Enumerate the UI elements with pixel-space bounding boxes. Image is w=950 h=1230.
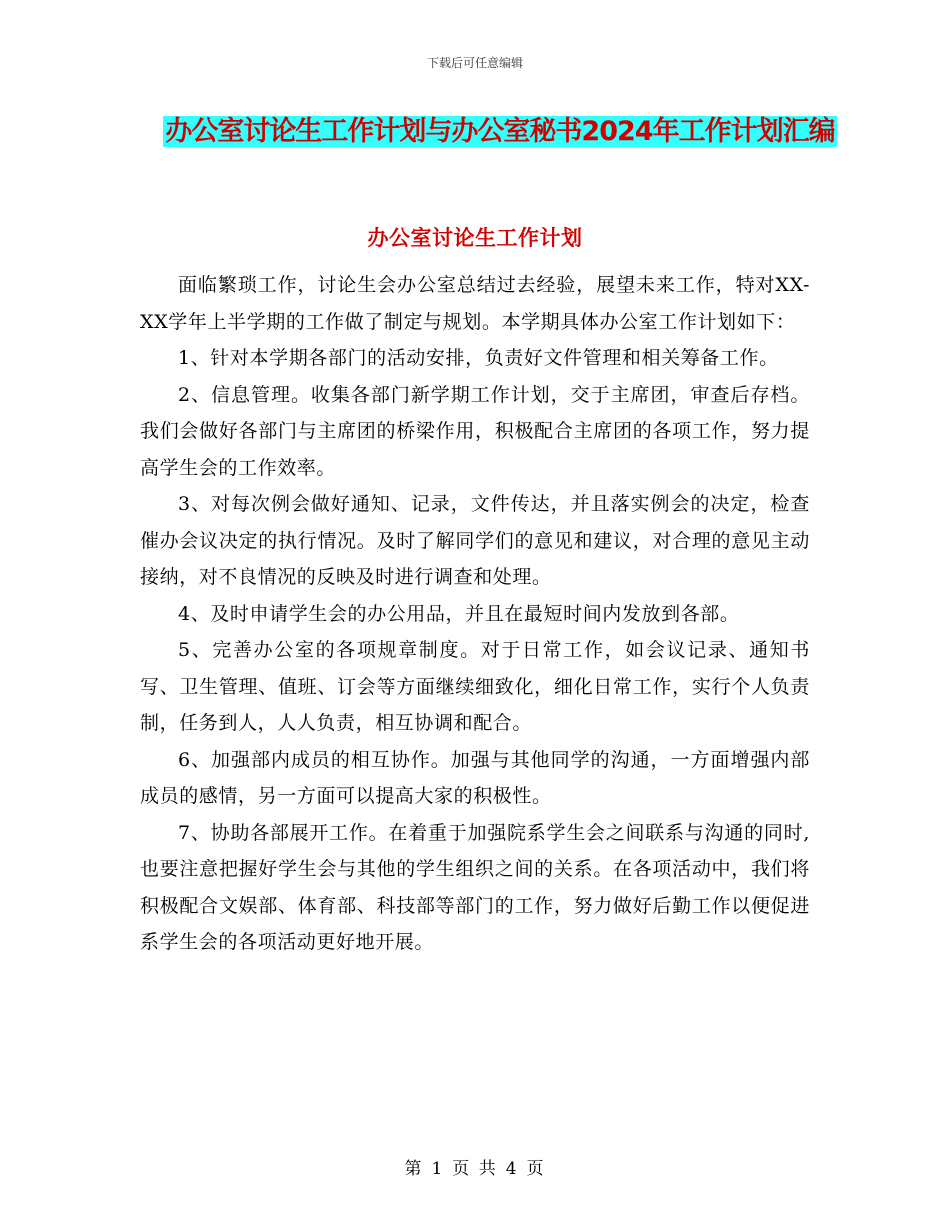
paragraph-item-4: 4、及时申请学生会的办公用品，并且在最短时间内发放到各部。 [178, 602, 740, 625]
paragraph-item-5: 5、完善办公室的各项规章制度。对于日常工作，如会议记录、通知书写、卫生管理、值班、订会等方面继续细致化，细化日常工作，实行个人负责制，任务到人，人人负责，相互协调和配合。 [140, 639, 810, 734]
footer-total-pages: 4 [505, 1159, 519, 1179]
paragraph-item-2: 2、信息管理。收集各部门新学期工作计划，交于主席团，审查后存档。我们会做好各部门与主席团的桥梁作用，积极配合主席团的各项工作，努力提高学生会的工作效率。 [140, 383, 810, 479]
body-text [140, 267, 810, 961]
footer-page-number: 1 [431, 1159, 445, 1179]
section-title: 办公室讨论生工作计划 [367, 226, 583, 250]
footer-middle: 页 共 [452, 1159, 498, 1179]
footer-suffix: 页 [526, 1159, 546, 1179]
document-title [130, 110, 870, 154]
footer-prefix: 第 [404, 1159, 424, 1179]
paragraph-item-3: 3、对每次例会做好通知、记录，文件传达，并且落实例会的决定，检查催办会议决定的执行情况。及时了解同学们的意见和建议，对合理的意见主动接纳，对不良情况的反映及时进行调查和处理。 [140, 493, 810, 588]
paragraph-intro: 面临繁琐工作，讨论生会办公室总结过去经验，展望未来工作，特对XX-XX学年上半学期的工作做了制定与规划。本学期具体办公室工作计划如下： [140, 274, 810, 333]
header-note: 下载后可任意编辑 [426, 56, 523, 70]
page-footer [0, 1154, 950, 1179]
paragraph-item-1: 1、针对本学期各部门的活动安排，负责好文件管理和相关筹备工作。 [178, 347, 779, 369]
paragraph-item-6: 6、加强部内成员的相互协作。加强与其他同学的沟通，一方面增强内部成员的感情，另一方面可以提高大家的积极性。 [140, 748, 810, 807]
document-title-text: 办公室讨论生工作计划与办公室秘书2024年工作计划汇编 [165, 116, 835, 147]
paragraph-item-7: 7、协助各部展开工作。在着重于加强院系学生会之间联系与沟通的同时,也要注意把握好学生会与其他的学生组织之间的关系。在各项活动中，我们将积极配合文娱部、体育部、科技部等部门的工作，努力做好后勤工作以便促进系学生会的各项活动更好地开展。 [140, 821, 810, 953]
